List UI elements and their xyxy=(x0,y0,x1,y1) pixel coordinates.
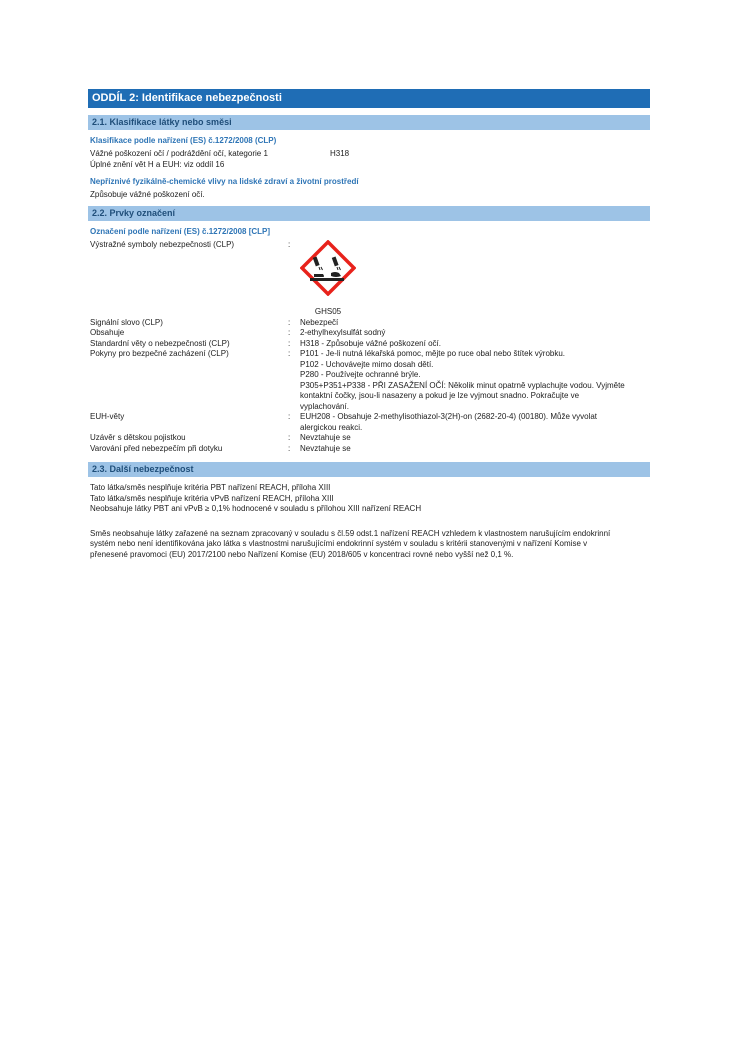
other-hazard-line: Tato látka/směs nesplňuje kritéria vPvB nařízení REACH, příloha XIII xyxy=(90,493,334,503)
other-hazard-line: Tato látka/směs nesplňuje kritéria PBT nařízení REACH, příloha XIII xyxy=(90,483,331,492)
label-row-label: EUH-věty xyxy=(90,412,125,421)
label-row-label: Pokyny pro bezpečné zacházení (CLP) xyxy=(90,349,229,358)
colon: : xyxy=(288,317,291,327)
value-line: Nebezpečí xyxy=(300,317,339,327)
colon: : xyxy=(288,239,291,249)
label-row xyxy=(88,412,650,433)
value-line: P305+P351+P338 - PŘI ZASAŽENÍ OČÍ: Několik minut opatrně vyplachujte vodou. Vyjměte xyxy=(300,380,625,390)
colon: : xyxy=(288,349,291,358)
label-row-value xyxy=(300,444,650,455)
endocrine-line: přenesené pravomoci (EU) 2017/2100 nebo Nařízení Komise (EU) 2018/605 v koncentraci rovné nebo vyšší než 0,1 %. xyxy=(90,549,514,559)
adverse-effects-title: Nepříznivé fyzikálně-chemické vlivy na lidské zdraví a životní prostředí xyxy=(90,177,359,186)
label-row xyxy=(88,318,650,329)
other-hazards-lines xyxy=(88,483,650,515)
label-row-label: Signální slovo (CLP) xyxy=(90,317,163,327)
value-line: Nevztahuje se xyxy=(300,433,351,442)
colon: : xyxy=(288,338,291,348)
subsection-2-2-header: 2.2. Prvky označení xyxy=(88,206,650,221)
pictogram-label: Výstražné symboly nebezpečnosti (CLP) xyxy=(90,239,235,249)
label-row xyxy=(88,328,650,339)
label-row-label: Standardní věty o nebezpečnosti (CLP) xyxy=(90,338,230,348)
value-line: Nevztahuje se xyxy=(300,443,351,453)
label-row xyxy=(88,433,650,444)
value-line: EUH208 - Obsahuje 2-methylisothiazol-3(2H)-on (2682-20-4) (00180). Může vyvolat xyxy=(300,412,598,421)
colon: : xyxy=(288,443,291,453)
classification-text: Vážné poškození očí / podráždění očí, kategorie 1 xyxy=(90,149,268,158)
label-row xyxy=(88,444,650,455)
value-line: alergickou reakci. xyxy=(300,422,363,432)
label-row-value xyxy=(300,412,650,433)
label-row-value xyxy=(300,349,650,412)
label-row-value xyxy=(300,318,650,329)
other-hazard-line: Neobsahuje látky PBT ani vPvB ≥ 0,1% hodnocené v souladu s přílohou XIII nařízení REACH xyxy=(90,504,422,513)
value-line: P280 - Používejte ochranné brýle. xyxy=(300,370,421,379)
pictogram-row xyxy=(88,240,650,307)
label-row-label: Uzávěr s dětskou pojistkou xyxy=(90,433,186,442)
label-elements-table xyxy=(88,318,650,455)
endocrine-paragraph xyxy=(88,529,650,561)
label-row-value xyxy=(300,433,650,444)
value-line: 2-ethylhexylsulfát sodný xyxy=(300,328,386,337)
subsection-2-3-header: 2.3. Další nebezpečnost xyxy=(88,462,650,477)
label-row-value xyxy=(300,339,650,350)
sds-section-2 xyxy=(88,89,650,560)
colon: : xyxy=(288,433,291,442)
full-text-note: Úplné znění vět H a EUH: viz oddíl 16 xyxy=(90,159,225,169)
adverse-effects-text: Způsobuje vážné poškození očí. xyxy=(90,190,205,199)
label-row-label: Obsahuje xyxy=(90,328,125,337)
label-elements-title: Označení podle nařízení (ES) č.1272/2008 [CLP] xyxy=(90,226,271,236)
section-title: ODDÍL 2: Identifikace nebezpečnosti xyxy=(88,89,650,108)
value-line: H318 - Způsobuje vážné poškození očí. xyxy=(300,338,441,348)
pictogram-box xyxy=(298,240,358,298)
value-line: vyplachování. xyxy=(300,401,349,411)
endocrine-line: systém nebo není identifikována jako látka s vlastnostmi narušujícími endokrinní systém v souladu s kritérii stanovenými v nařízení Komise v xyxy=(90,539,588,548)
endocrine-line: Směs neobsahuje látky zařazené na seznam zpracovaný v souladu s čl.59 odst.1 nařízení REACH vzhledem k vlastnostem narušujícím endokrinní xyxy=(90,528,611,538)
label-row xyxy=(88,349,650,412)
value-line: P101 - Je-li nutná lékařská pomoc, mějte po ruce obal nebo štítek výrobku. xyxy=(300,349,566,358)
pictogram-code: GHS05 xyxy=(314,306,342,316)
classification-row xyxy=(88,149,650,160)
value-line: P102 - Uchovávejte mimo dosah dětí. xyxy=(300,359,434,369)
label-row-label: Varování před nebezpečím při dotyku xyxy=(90,443,223,453)
classification-code: H318 xyxy=(330,149,350,158)
colon: : xyxy=(288,412,291,421)
label-row xyxy=(88,339,650,350)
clp-classification-title: Klasifikace podle nařízení (ES) č.1272/2008 (CLP) xyxy=(90,136,277,145)
value-line: kontaktní čočky, jsou-li nasazeny a pokud je lze vyjmout snadno. Pokračujte ve xyxy=(300,391,580,400)
colon: : xyxy=(288,328,291,337)
ghs05-corrosion-icon xyxy=(300,240,356,296)
label-row-value xyxy=(300,328,650,339)
subsection-2-1-header: 2.1. Klasifikace látky nebo směsi xyxy=(88,115,650,130)
